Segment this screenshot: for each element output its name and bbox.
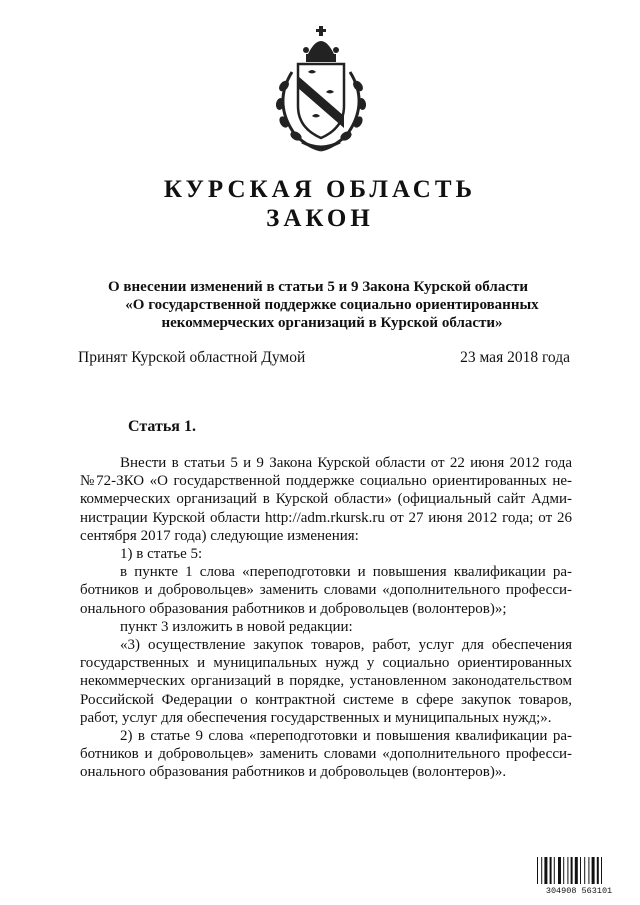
article-body <box>80 454 572 782</box>
adoption-line <box>78 349 570 367</box>
region-heading: КУРСКАЯ ОБЛАСТЬ <box>163 176 477 203</box>
barcode-number: 304908 563101 <box>545 886 613 895</box>
document-type-heading: ЗАКОН <box>266 205 374 232</box>
body-line: 2) в статье 9 слова «переподготовки и повышения квалификации ра- <box>120 728 572 745</box>
body-line: государственных и муниципальных нужд у социально ориентированных <box>80 655 572 672</box>
body-line: некоммерческих организаций в порядке, установленном законодательством <box>80 673 572 690</box>
body-line: №72-ЗКО «О государственной поддержке социально ориентированных не- <box>80 473 572 490</box>
body-line: онального образования работников и добровольцев (волонтеров)». <box>80 764 507 781</box>
adopted-by: Принят Курской областной Думой <box>78 349 306 366</box>
body-line: Внести в статьи 5 и 9 Закона Курской области от 22 июня 2012 года <box>120 455 572 471</box>
body-line: сентября 2017 года) следующие изменения: <box>80 527 359 544</box>
body-line: в пункте 1 слова «переподготовки и повышения квалификации ра- <box>120 564 572 581</box>
body-line: ботников и добровольцев» заменить словами «дополнительного професси- <box>80 746 572 763</box>
adoption-date: 23 мая 2018 года <box>460 349 570 366</box>
article-heading: Статья 1. <box>128 418 196 435</box>
body-line: 1) в статье 5: <box>120 546 203 563</box>
kursk-coat-of-arms-icon <box>262 24 380 152</box>
law-title-line: «О государственной поддержке социально ориентированных <box>125 297 539 313</box>
body-line: пункт 3 изложить в новой редакции: <box>120 618 353 635</box>
law-title-line: О внесении изменений в статьи 5 и 9 Закона Курской области <box>107 279 529 295</box>
body-line: Российской Федерации о контрактной системе в сфере закупок товаров, <box>80 691 572 708</box>
body-line: «3) осуществление закупок товаров, работ, услуг для обеспечения <box>120 637 572 654</box>
body-line: ботников и добровольцев» заменить словами «дополнительного професси- <box>80 582 572 599</box>
barcode-icon <box>536 857 622 895</box>
body-line: онального образования работников и добровольцев (волонтеров)»; <box>80 600 507 617</box>
law-title-line: некоммерческих организаций в Курской области» <box>161 315 503 331</box>
body-line: нистрации Курской области http://adm.rkursk.ru от 27 июня 2012 года; от 26 <box>80 509 572 526</box>
body-line: работ, услуг для обеспечения государственных и муниципальных нужд;». <box>80 709 552 726</box>
body-line: коммерческих организаций в Курской области» (официальный сайт Адми- <box>80 491 572 508</box>
